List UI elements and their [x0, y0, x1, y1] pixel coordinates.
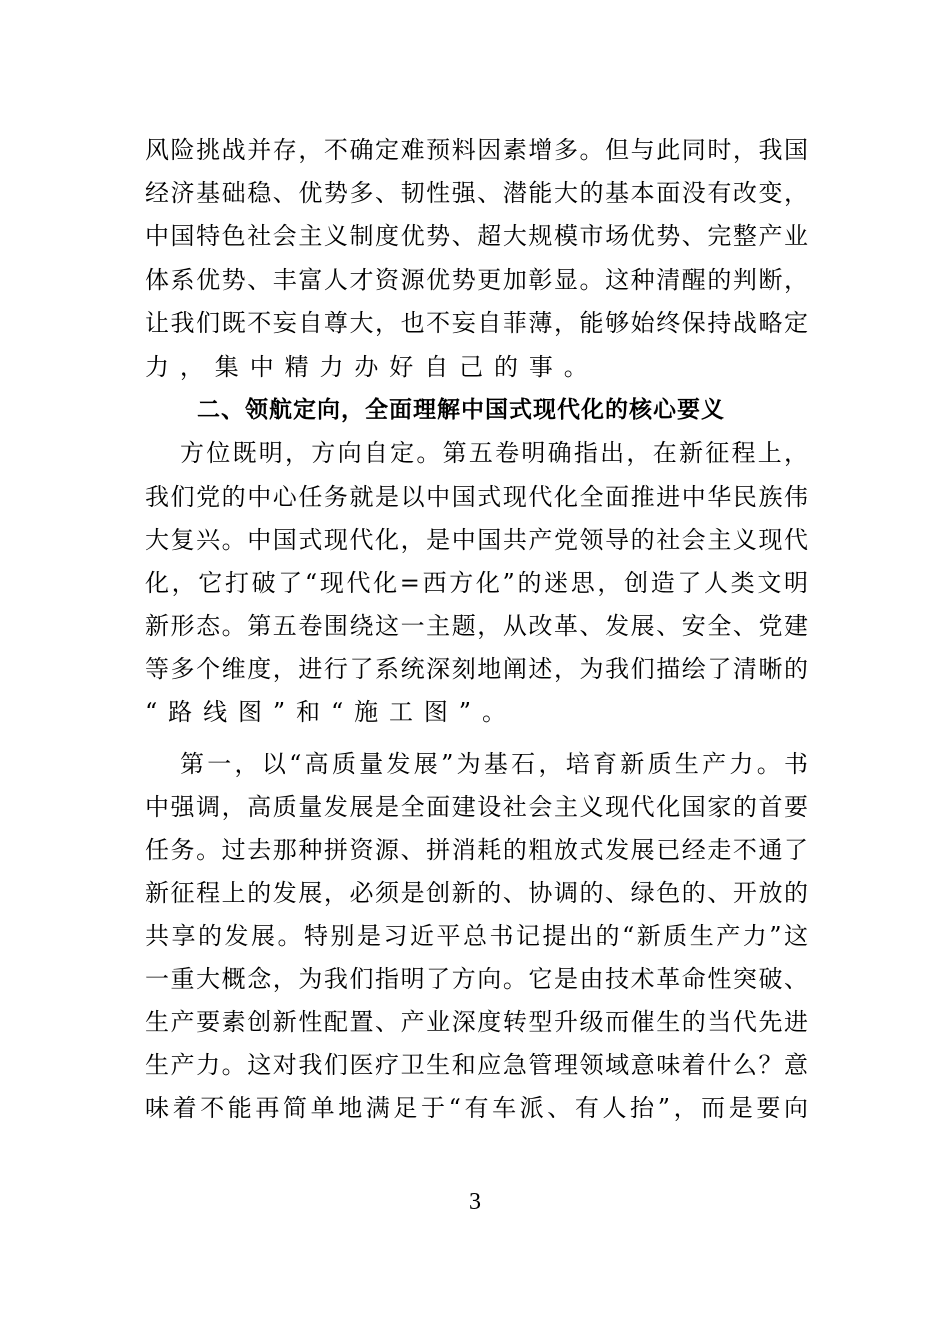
- text-line: 力，集中精力办好自己的事。: [145, 353, 599, 381]
- text-line: 中强调，高质量发展是全面建设社会主义现代化国家的首要: [145, 793, 808, 821]
- text-line: 第一，以“高质量发展”为基石，培育新质生产力。书: [180, 750, 808, 778]
- text-line: 中国特色社会主义制度优势、超大规模市场优势、完整产业: [145, 222, 808, 250]
- section-heading: 二、领航定向，全面理解中国式现代化的核心要义: [197, 397, 725, 423]
- text-line: 体系优势、丰富人才资源优势更加彰显。这种清醒的判断，: [145, 266, 808, 294]
- text-line: 经济基础稳、优势多、韧性强、潜能大的基本面没有改变，: [145, 179, 808, 207]
- text-line: 风险挑战并存，不确定难预料因素增多。但与此同时，我国: [145, 136, 808, 164]
- text-line: 化，它打破了“现代化=西方化”的迷思，创造了人类文明: [145, 569, 808, 597]
- text-line: 生产力。这对我们医疗卫生和应急管理领域意味着什么？意: [145, 1051, 808, 1079]
- text-line: 共享的发展。特别是习近平总书记提出的“新质生产力”这: [145, 922, 808, 950]
- text-line: 我们党的中心任务就是以中国式现代化全面推进中华民族伟: [145, 483, 808, 511]
- text-line: 味着不能再简单地满足于“有车派、有人抬”，而是要向: [145, 1094, 808, 1122]
- text-line: “路线图”和“施工图”。: [145, 698, 517, 726]
- text-line: 任务。过去那种拼资源、拼消耗的粗放式发展已经走不通了: [145, 836, 808, 864]
- text-line: 等多个维度，进行了系统深刻地阐述，为我们描绘了清晰的: [145, 655, 808, 683]
- text-line: 一重大概念，为我们指明了方向。它是由技术革命性突破、: [145, 965, 808, 993]
- text-line: 生产要素创新性配置、产业深度转型升级而催生的当代先进: [145, 1008, 808, 1036]
- text-line: 新形态。第五卷围绕这一主题，从改革、发展、安全、党建: [145, 612, 808, 640]
- text-line: 让我们既不妄自尊大，也不妄自菲薄，能够始终保持战略定: [145, 309, 808, 337]
- text-line: 方位既明，方向自定。第五卷明确指出，在新征程上，: [180, 439, 808, 467]
- text-line: 大复兴。中国式现代化，是中国共产党领导的社会主义现代: [145, 526, 808, 554]
- text-line: 新征程上的发展，必须是创新的、协调的、绿色的、开放的: [145, 879, 808, 907]
- page-number: 3: [469, 1189, 481, 1215]
